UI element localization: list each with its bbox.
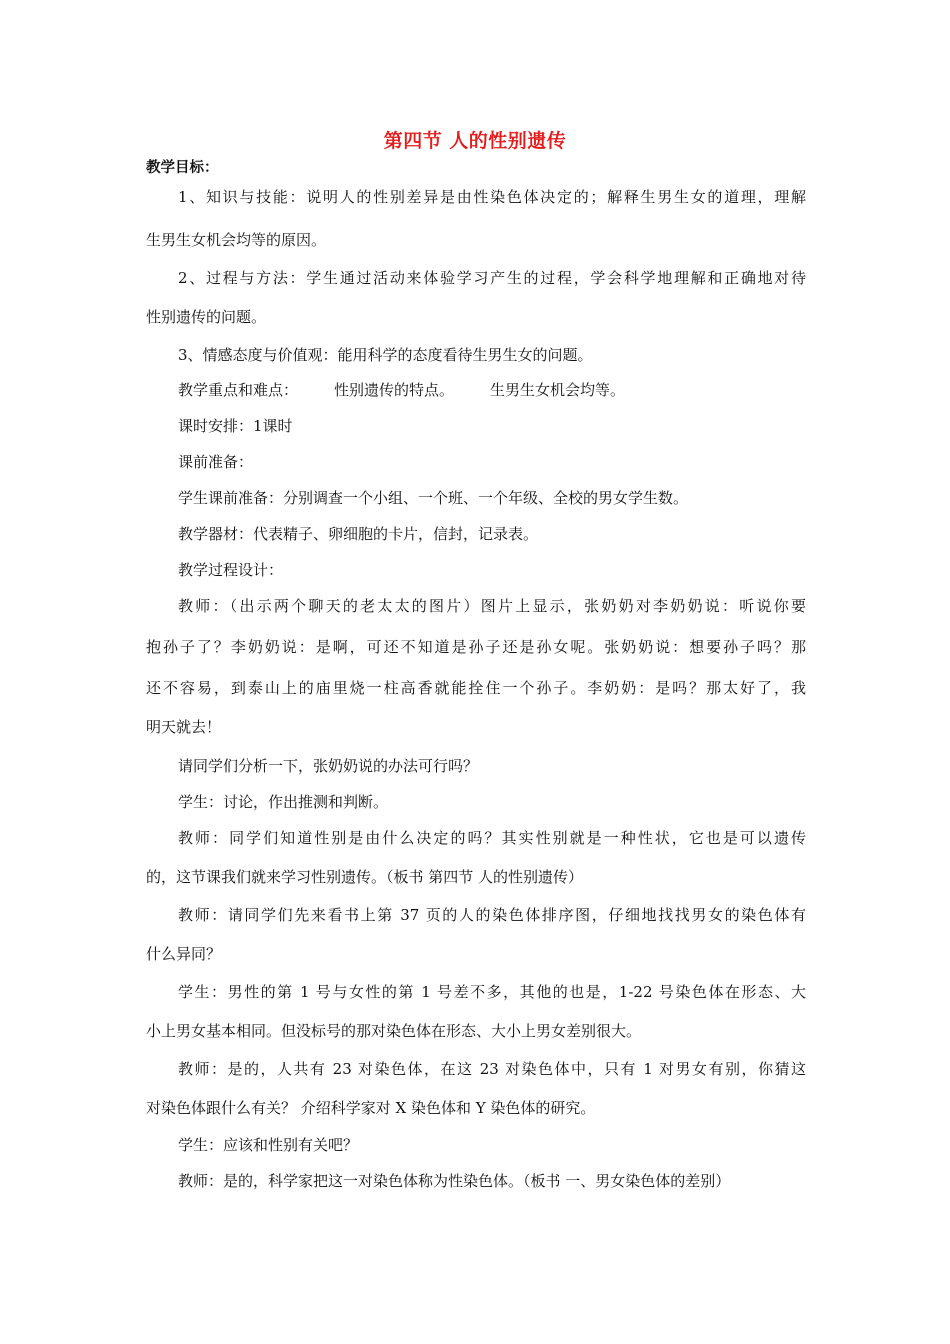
student-prep: 学生课前准备：分别调查一个小组、一个班、一个年级、全校的男女学生数。 xyxy=(178,489,689,507)
process-heading: 教学过程设计： xyxy=(178,561,284,579)
teacher-3-line-2: 什么异同？ xyxy=(146,945,222,963)
goal-2-line-1: 2、过程与方法：学生通过活动来体验学习产生的过程，学会科学地理解和正确地对待 xyxy=(178,269,806,287)
question: 请同学们分析一下，张奶奶说的办法可行吗？ xyxy=(178,757,479,775)
goal-1-line-2: 生男生女机会均等的原因。 xyxy=(146,231,327,249)
goal-2-line-2: 性别遗传的问题。 xyxy=(146,308,267,326)
teacher-2-line-2: 的，这节课我们就来学习性别遗传。（板书 第四节 人的性别遗传） xyxy=(146,868,584,886)
key-points-label: 教学重点和难点： xyxy=(178,381,299,399)
key-point-1: 性别遗传的特点。 xyxy=(334,381,455,399)
teacher-4-line-2: 对染色体跟什么有关？ 介绍科学家对 X 染色体和 Y 染色体的研究。 xyxy=(146,1099,596,1117)
teacher-2-line-1: 教师：同学们知道性别是由什么决定的吗？其实性别就是一种性状，它也是可以遗传 xyxy=(178,829,806,847)
teacher-1-line-1: 教师：（出示两个聊天的老太太的图片）图片上显示，张奶奶对李奶奶说：听说你要 xyxy=(178,597,806,615)
teacher-5: 教师：是的，科学家把这一对染色体称为性染色体。（板书 一、男女染色体的差别） xyxy=(178,1172,731,1190)
schedule: 课时安排：1课时 xyxy=(178,417,293,435)
key-points xyxy=(178,379,625,400)
student-2-line-1: 学生：男性的第 1 号与女性的第 1 号差不多，其他的也是，1-22 号染色体在形态、大 xyxy=(178,983,806,1001)
student-2-line-2: 小上男女基本相同。但没标号的那对染色体在形态、大小上男女差别很大。 xyxy=(146,1022,642,1040)
student-3: 学生：应该和性别有关吧？ xyxy=(178,1136,359,1154)
student-1: 学生：讨论，作出推测和判断。 xyxy=(178,793,389,811)
goal-1-line-1: 1、知识与技能：说明人的性别差异是由性染色体决定的；解释生男生女的道理，理解 xyxy=(178,188,806,206)
goals-heading: 教学目标： xyxy=(146,160,219,176)
teacher-3-line-1: 教师：请同学们先来看书上第 37 页的人的染色体排序图，仔细地找找男女的染色体有 xyxy=(178,906,806,924)
teacher-4-line-1: 教师：是的，人共有 23 对染色体，在这 23 对染色体中，只有 1 对男女有别，你猜这 xyxy=(178,1060,806,1078)
key-point-2: 生男生女机会均等。 xyxy=(490,381,626,399)
teacher-1-line-3: 还不容易，到泰山上的庙里烧一柱高香就能拴住一个孙子。李奶奶：是吗？那太好了，我 xyxy=(146,679,806,697)
materials: 教学器材：代表精子、卵细胞的卡片，信封，记录表。 xyxy=(178,525,539,543)
teacher-1-line-2: 抱孙子了？李奶奶说：是啊，可还不知道是孙子还是孙女呢。张奶奶说：想要孙子吗？那 xyxy=(146,638,806,656)
prep-heading: 课前准备： xyxy=(178,453,254,471)
page-title: 第四节 人的性别遗传 xyxy=(383,130,567,152)
goal-3: 3、情感态度与价值观：能用科学的态度看待生男生女的问题。 xyxy=(178,346,593,364)
teacher-1-line-4: 明天就去！ xyxy=(146,718,222,736)
